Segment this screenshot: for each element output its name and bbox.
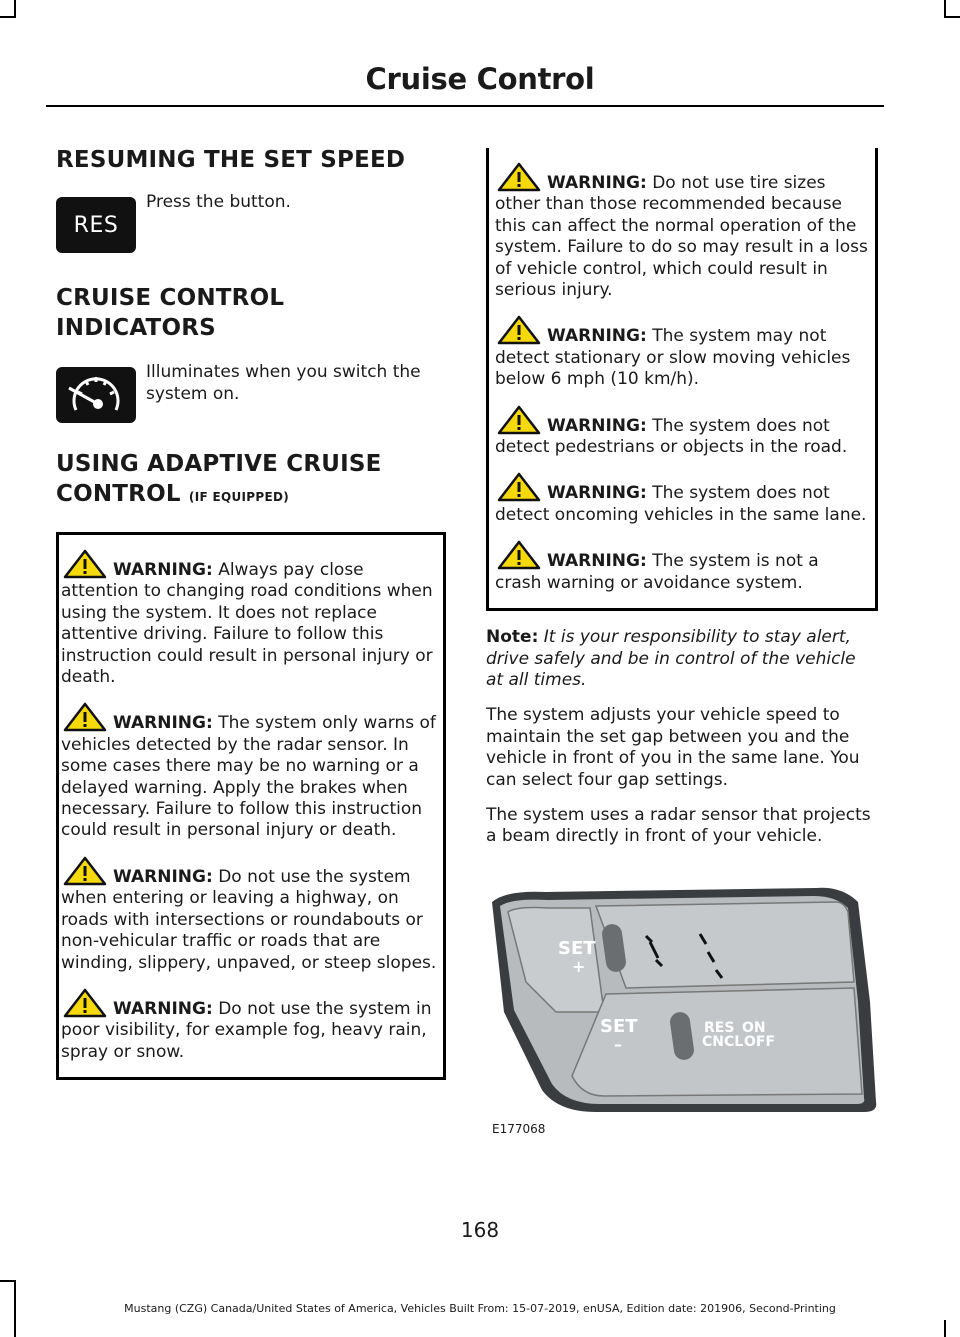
spacer [486, 611, 878, 627]
warning-label: WARNING: [113, 866, 213, 887]
warning-text: The system does not detect oncoming vehicles in the same lane. [495, 483, 867, 525]
note-label: Note: [486, 627, 539, 648]
speedometer-icon [56, 367, 136, 423]
warning-triangle-icon [63, 988, 107, 1018]
warning-label: WARNING: [113, 560, 213, 580]
warning-box-left [56, 532, 446, 1080]
adaptive-heading-line2: CONTROL [56, 481, 181, 507]
left-column [56, 145, 446, 1080]
warning-item [495, 472, 869, 526]
warning-label: WARNING: [547, 415, 647, 436]
crop-mark [0, 1280, 16, 1282]
warning-item [61, 988, 437, 1063]
warning-label: WARNING: [547, 483, 647, 504]
indicators-heading-line1: CRUISE CONTROL [56, 285, 285, 311]
speedometer-icon-graphic [64, 372, 128, 418]
section-heading-resuming: RESUMING THE SET SPEED [56, 147, 406, 173]
on-label: ON [742, 1020, 766, 1036]
page-title: Cruise Control [365, 62, 595, 96]
indicators-heading-line2: INDICATORS [56, 315, 216, 341]
adaptive-heading-line1: USING ADAPTIVE CRUISE [56, 451, 382, 477]
warning-label: WARNING: [547, 173, 647, 193]
warning-label: WARNING: [113, 713, 213, 734]
warning-item [495, 540, 869, 594]
warning-text: Do not use the system when entering or leaving a highway, on roads with intersections or roundabouts or non-vehicular traffic or roads that are winding, slippery, unpaved, or steep slopes. [61, 866, 437, 973]
warning-item [61, 702, 437, 841]
warning-item [495, 315, 869, 390]
warning-text: The system is not a crash warning or avoidance system. [495, 551, 819, 593]
off-label: OFF [744, 1034, 776, 1050]
switch-graphic [486, 862, 878, 1132]
footer-text: Mustang (CZG) Canada/United States of America, Vehicles Built From: 15-07-2019, enUSA, Edition date: 201906, Second-Printing [124, 1302, 836, 1315]
indicator-icon-row [56, 362, 446, 449]
crop-mark [944, 1320, 946, 1337]
crop-mark [944, 16, 960, 18]
cncl-label: CNCL [702, 1034, 744, 1050]
plus-symbol: + [572, 957, 586, 976]
warning-item [495, 405, 869, 459]
warning-text: The system does not detect pedestrians or objects in the road. [495, 415, 848, 458]
figure-code: E177068 [492, 1122, 546, 1136]
header-divider [46, 105, 884, 107]
warning-triangle-icon [497, 540, 541, 570]
res-description: Press the button. [146, 192, 291, 212]
warning-text: Do not use the system in poor visibility, for example fog, heavy rain, spray or snow. [61, 998, 432, 1062]
warning-item [61, 856, 437, 974]
body-paragraph: The system adjusts your vehicle speed to maintain the set gap between you and the vehicle in front of you in the same lane. You can select four gap settings. [486, 705, 860, 790]
warning-item [61, 549, 437, 688]
set-minus-label: SET [600, 1016, 638, 1037]
note-paragraph [486, 627, 878, 691]
warning-triangle-icon [63, 549, 107, 579]
warning-triangle-icon [497, 405, 541, 435]
steering-wheel-switch-illustration [486, 862, 878, 1132]
res-label: RES [704, 1020, 735, 1036]
warning-label: WARNING: [547, 551, 647, 572]
minus-symbol: – [614, 1035, 622, 1054]
note-text: It is your responsibility to stay alert, drive safely and be in control of the vehicle at all times. [486, 627, 856, 690]
right-column [486, 148, 878, 862]
warning-text: The system may not detect stationary or slow moving vehicles below 6 mph (10 km/h). [495, 326, 851, 390]
res-icon-row [56, 192, 446, 283]
section-heading-adaptive [56, 449, 446, 512]
crop-mark [0, 16, 16, 18]
if-equipped-label: (IF EQUIPPED) [188, 490, 289, 504]
res-button-icon [56, 197, 136, 253]
warning-triangle-icon [63, 702, 107, 732]
warning-label: WARNING: [547, 326, 647, 347]
page-number: 168 [460, 1218, 500, 1242]
warning-text: Do not use tire sizes other than those recommended because this can affect the normal operation of the system. Failure to do so may result in a loss of vehicle control, which could result in serious injury. [495, 173, 868, 301]
section-heading-indicators [56, 283, 446, 343]
warning-box-right [486, 148, 878, 611]
warning-item [495, 162, 869, 301]
warning-text: The system only warns of vehicles detected by the radar sensor. In some cases there may be no warning or a delayed warning. Apply the brakes when necessary. Failure to follow this instruction could result in personal injury or death. [61, 713, 436, 841]
warning-triangle-icon [497, 472, 541, 502]
warning-triangle-icon [497, 162, 541, 192]
warning-text: Always pay close attention to changing road conditions when using the system. It does not replace attentive driving. Failure to follow this instruction could result in personal injury or death. [61, 560, 433, 688]
res-icon-label: RES [73, 212, 119, 238]
indicator-description: Illuminates when you switch the system on. [146, 362, 421, 404]
body-paragraph: The system uses a radar sensor that projects a beam directly in front of your vehicle. [486, 804, 871, 847]
warning-label: WARNING: [113, 998, 213, 1019]
set-plus-label: SET [558, 938, 596, 959]
warning-triangle-icon [497, 315, 541, 345]
warning-triangle-icon [63, 856, 107, 886]
